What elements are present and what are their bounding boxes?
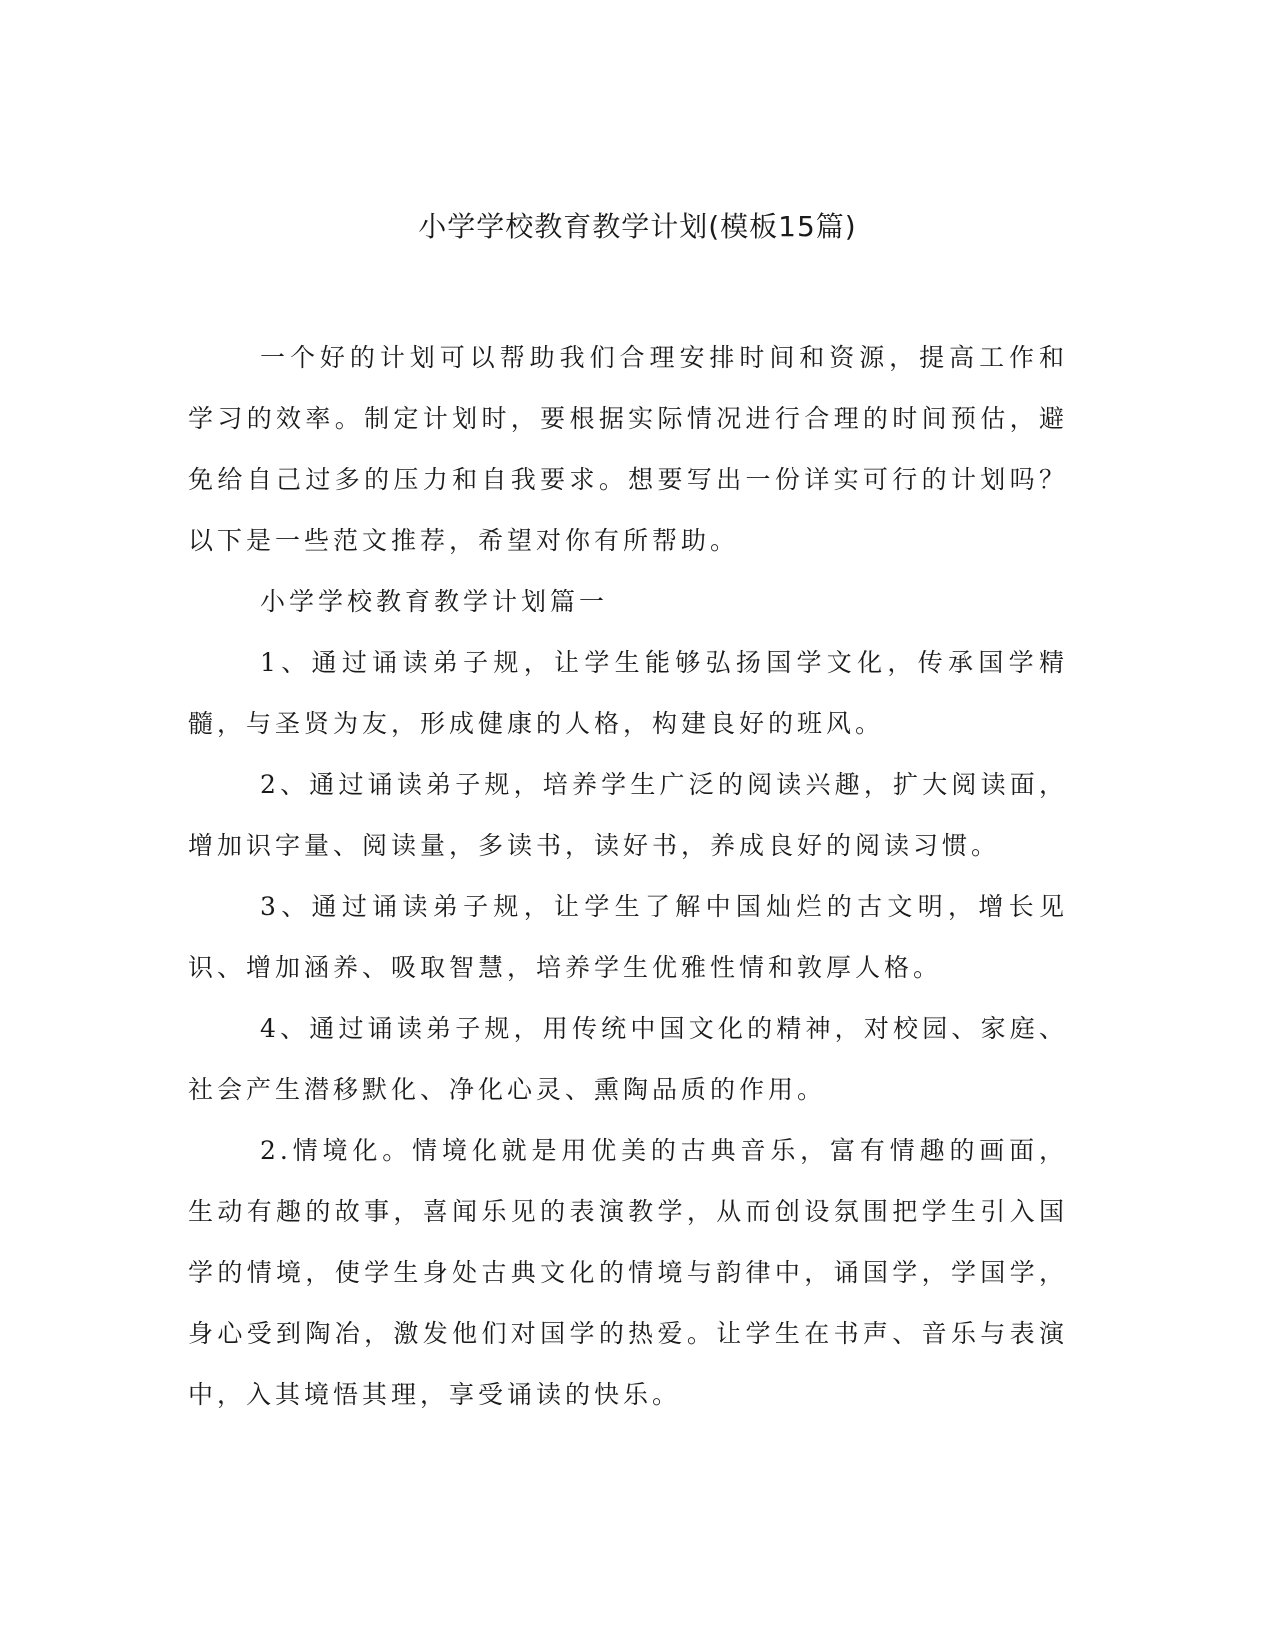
list-item-2: 2、通过诵读弟子规，培养学生广泛的阅读兴趣，扩大阅读面，增加识字量、阅读量，多读书，读好书，养成良好的阅读习惯。 bbox=[188, 770, 1068, 860]
list-item-3: 3、通过诵读弟子规，让学生了解中国灿烂的古文明，增长见识、增加涵养、吸取智慧，培养学生优雅性情和敦厚人格。 bbox=[188, 892, 1068, 982]
document-title: 小学学校教育教学计划(模板15篇) bbox=[418, 210, 857, 243]
section-heading: 小学学校教育教学计划篇一 bbox=[260, 587, 609, 616]
intro-paragraph: 一个好的计划可以帮助我们合理安排时间和资源，提高工作和学习的效率。制定计划时，要根据实际情况进行合理的时间预估，避免给自己过多的压力和自我要求。想要写出一份详实可行的计划吗？以下是一些范文推荐，希望对你有所帮助。 bbox=[188, 343, 1068, 555]
document-body bbox=[188, 327, 1068, 1425]
list-item-4: 4、通过诵读弟子规，用传统中国文化的精神，对校园、家庭、社会产生潜移默化、净化心灵、熏陶品质的作用。 bbox=[188, 1014, 1068, 1104]
list-item-1: 1、通过诵读弟子规，让学生能够弘扬国学文化，传承国学精髓，与圣贤为友，形成健康的人格，构建良好的班风。 bbox=[188, 648, 1068, 738]
situational-paragraph: 2.情境化。情境化就是用优美的古典音乐，富有情趣的画面，生动有趣的故事，喜闻乐见的表演教学，从而创设氛围把学生引入国学的情境，使学生身处古典文化的情境与韵律中，诵国学，学国学，身心受到陶冶，激发他们对国学的热爱。让学生在书声、音乐与表演中，入其境悟其理，享受诵读的快乐。 bbox=[188, 1136, 1068, 1409]
